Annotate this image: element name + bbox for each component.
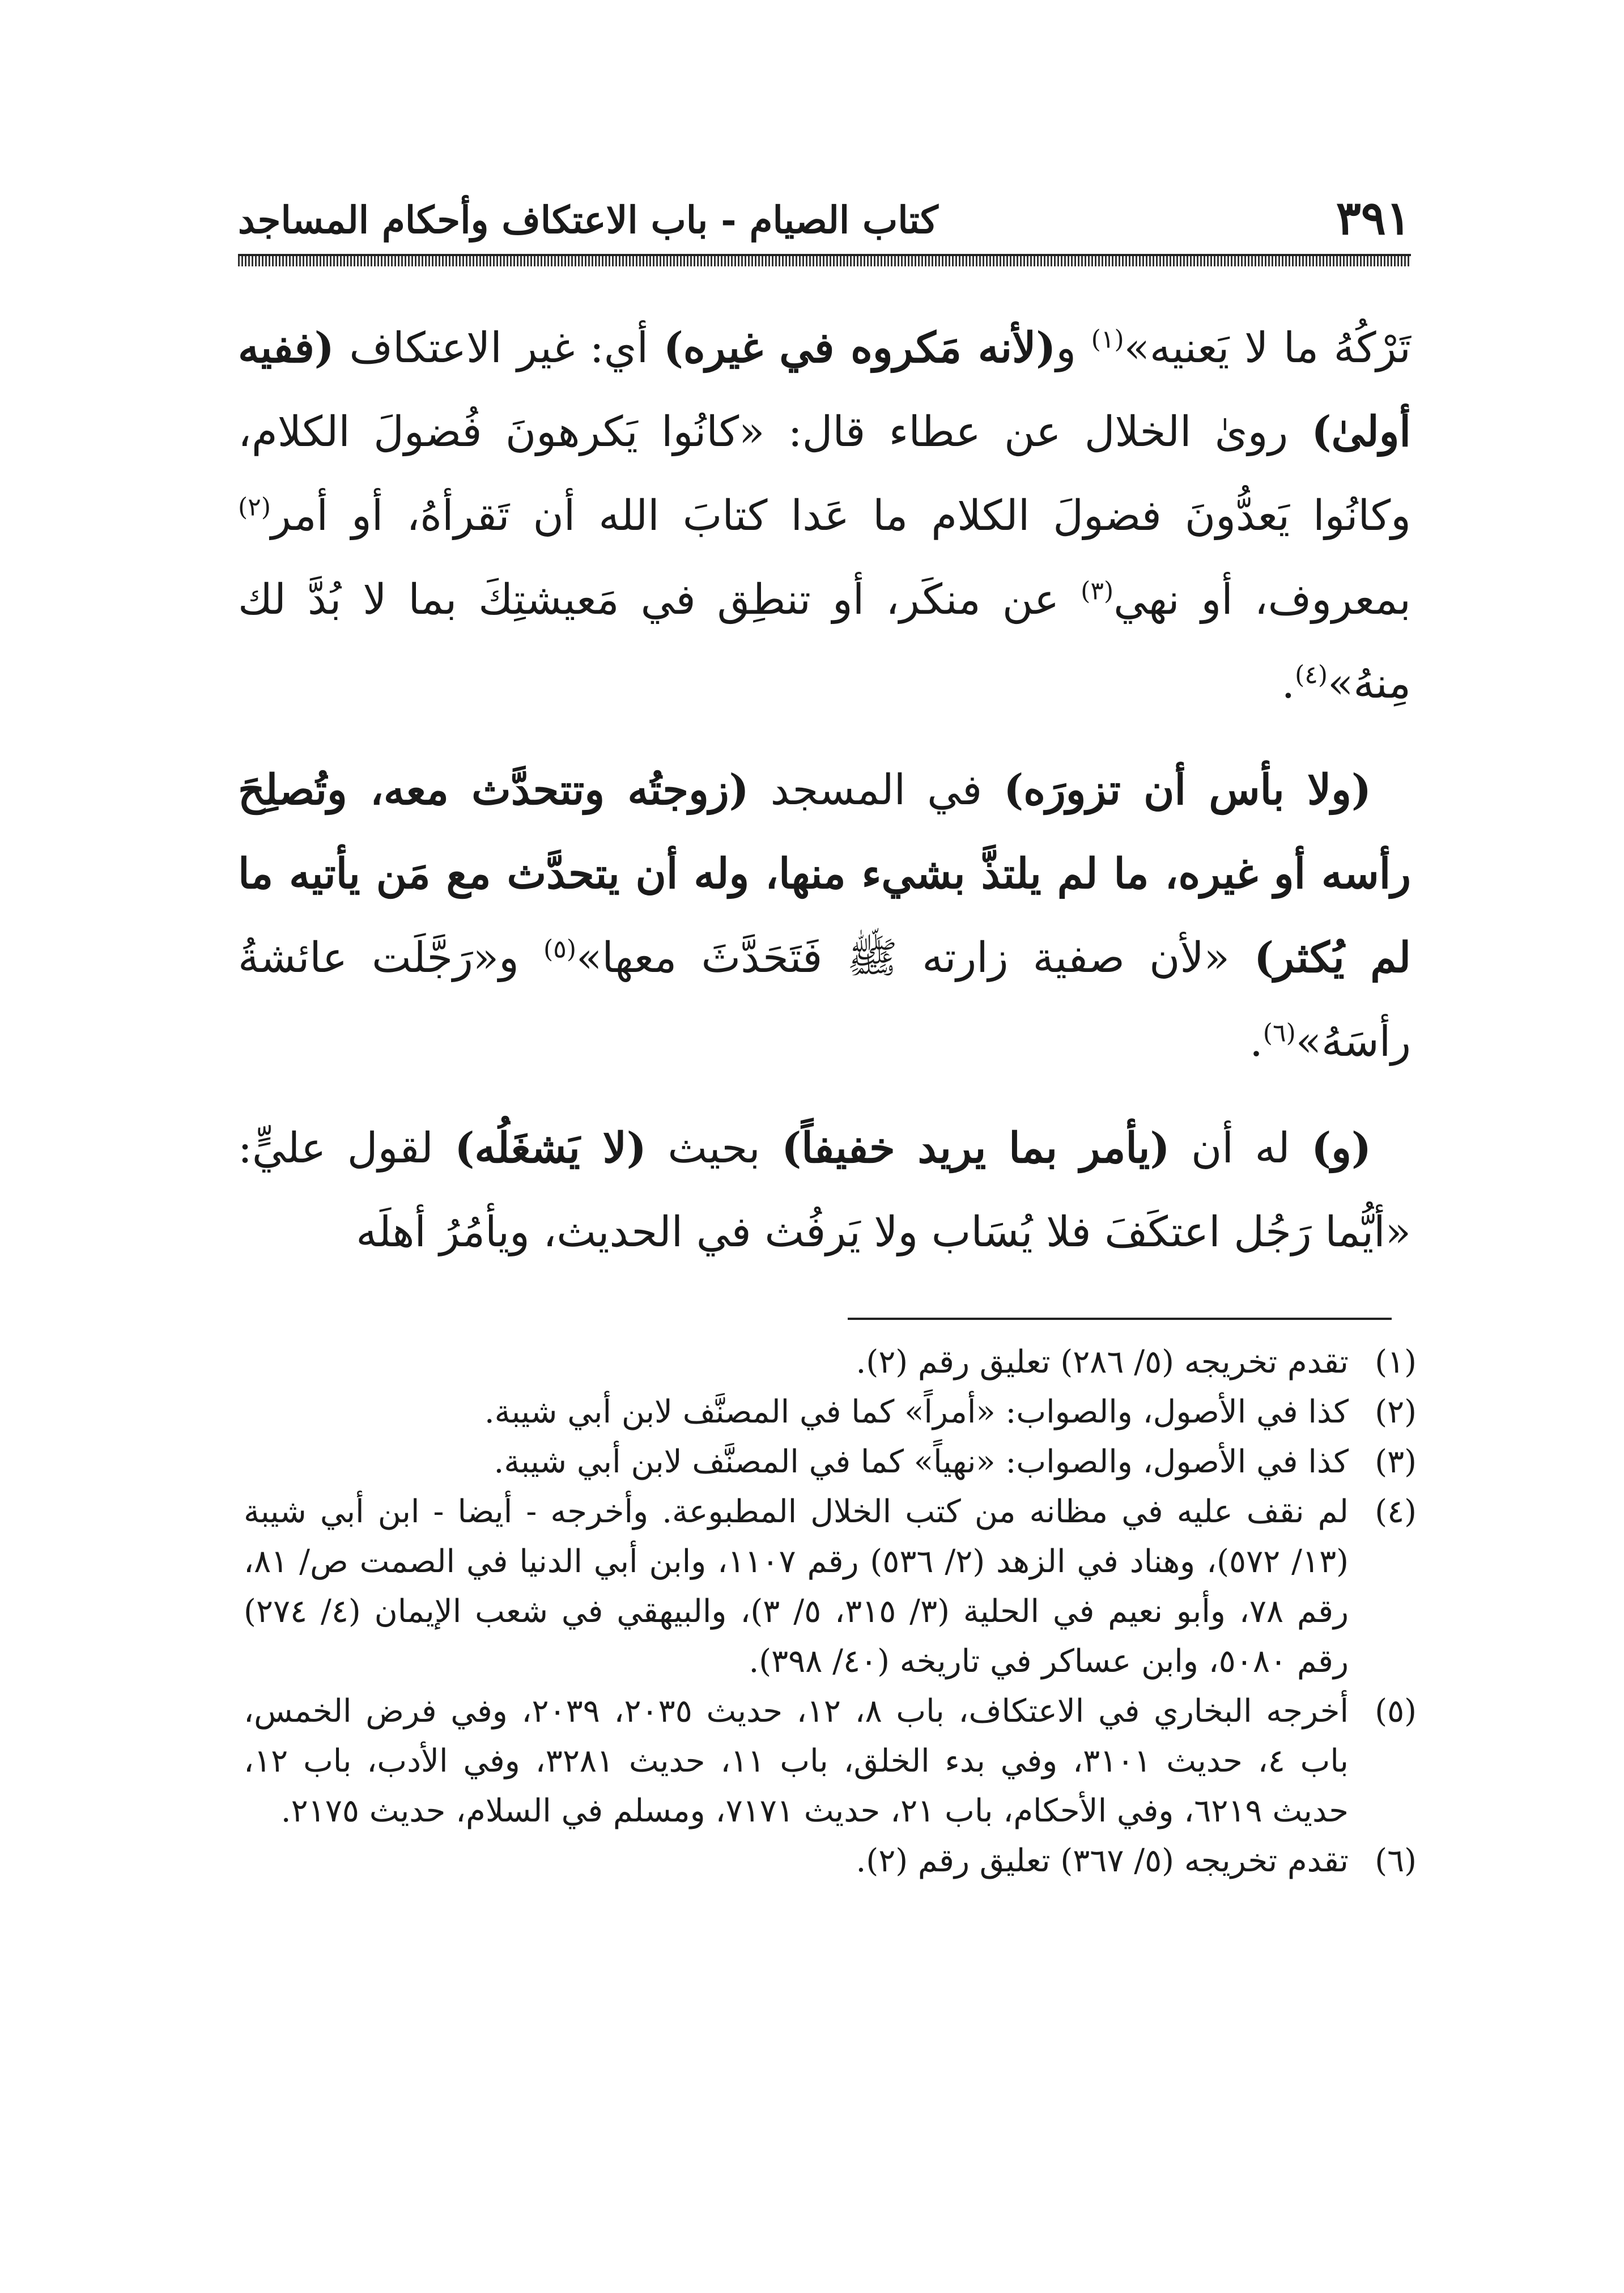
text-run: تَرْكُهُ ما لا يَعنيه» xyxy=(1124,324,1411,372)
footnote-text: كذا في الأصول، والصواب: «أمراً» كما في المصنَّف لابن أبي شيبة. xyxy=(484,1394,1349,1430)
footnote-separator xyxy=(848,1318,1392,1320)
text-run: له أن xyxy=(1170,1124,1312,1173)
page-header xyxy=(238,187,1411,255)
matn-text: (لا يَشغَلُه) xyxy=(454,1124,647,1173)
footnote-ref: (٣) xyxy=(1081,576,1114,606)
running-title: كتاب الصيام - باب الاعتكاف وأحكام المساجد xyxy=(238,198,938,242)
text-run: «لأن صفية زارته ﷺ فَتَحَدَّثَ معها» xyxy=(576,933,1255,982)
footnote-item xyxy=(244,1487,1417,1687)
text-run: عن منكَر، أو تنطِق في مَعيشتِكَ بما لا بُدَّ لك مِنهُ» xyxy=(238,575,1411,708)
matn-text: (يأمر بما يريد خفيفاً) xyxy=(781,1124,1170,1173)
footnote-item xyxy=(244,1387,1417,1437)
matn-text: (و) xyxy=(1311,1124,1371,1173)
footnote-item xyxy=(244,1337,1417,1387)
paragraph-1 xyxy=(238,306,1411,725)
footnote-number: (٦) xyxy=(1375,1842,1417,1879)
footnotes xyxy=(244,1337,1417,1886)
text-run: و«رَجَّلَت عائشةُ رأسَهُ» xyxy=(238,933,1411,1066)
text-run: روىٰ الخلال عن عطاء قال: «كانُوا يَكرهونَ فُضولَ الكلام، وكانُوا يَعدُّونَ فضولَ الكلام ما عَدا كتابَ الله أن تَقرأهُ، أو أمر xyxy=(238,407,1411,540)
footnote-item xyxy=(244,1437,1417,1487)
header-rule xyxy=(238,254,1411,266)
footnote-ref: (٢) xyxy=(238,492,271,522)
footnote-item xyxy=(244,1687,1417,1836)
text-run: بحيث xyxy=(646,1124,782,1173)
page-number: ٣٩١ xyxy=(1336,191,1411,245)
matn-text: (ففيه أولىٰ) xyxy=(238,324,1411,456)
text-run: . xyxy=(1281,659,1295,708)
footnote-text: تقدم تخريجه (٥/ ٣٦٧) تعليق رقم (٢). xyxy=(856,1842,1349,1879)
text-run: لقول عليٍّ: «أيُّما رَجُل اعتكَفَ فلا يُسَاب ولا يَرفُث في الحديث، ويأمُرُ أهلَه xyxy=(238,1124,1411,1256)
footnote-number: (٥) xyxy=(1375,1693,1417,1730)
footnote-text: لم نقف عليه في مظانه من كتب الخلال المطبوعة. وأخرجه - أيضا - ابن أبي شيبة (١٣/ ٥٧٢)، وهناد في الزهد (٢/ ٥٣٦) رقم ١١٠٧، وابن أبي الدنيا في الصمت ص/ ٨١، رقم ٧٨، وأبو نعيم في الحلية (٣/ ٣١٥، ٥/ ٣)، والبيهقي في شعب الإيمان (٤/ ٢٧٤) رقم ٥٠٨٠، وابن عساكر في تاريخه (٤٠/ ٣٩٨). xyxy=(244,1493,1349,1680)
footnote-number: (٣) xyxy=(1375,1443,1417,1480)
paragraph-3 xyxy=(238,1106,1411,1274)
footnote-number: (٢) xyxy=(1375,1394,1417,1430)
footnote-text: أخرجه البخاري في الاعتكاف، باب ٨، ١٢، حديث ٢٠٣٥، ٢٠٣٩، وفي فرض الخمس، باب ٤، حديث ٣١٠١، وفي بدء الخلق، باب ١١، حديث ٣٢٨١، وفي الأدب، باب ١٢، حديث ٦٢١٩، وفي الأحكام، باب ٢١، حديث ٧١٧١، ومسلم في السلام، حديث ٢١٧٥. xyxy=(244,1693,1349,1829)
matn-text: (لأنه مَكروه في غيره) xyxy=(663,324,1056,372)
footnote-ref: (١) xyxy=(1091,325,1124,354)
footnote-item xyxy=(244,1836,1417,1886)
footnote-text: تقدم تخريجه (٥/ ٢٨٦) تعليق رقم (٢). xyxy=(856,1344,1349,1381)
text-run: . xyxy=(1249,1017,1263,1066)
text-run: و xyxy=(1056,324,1091,372)
footnote-ref: (٥) xyxy=(543,935,576,964)
footnote-number: (١) xyxy=(1375,1344,1417,1381)
matn-text: (ولا بأس أن تزورَه) xyxy=(1004,766,1372,814)
paragraph-2 xyxy=(238,748,1411,1084)
text-run: أي: غير الاعتكاف xyxy=(334,324,664,372)
footnote-text: كذا في الأصول، والصواب: «نهياً» كما في المصنَّف لابن أبي شيبة. xyxy=(494,1443,1349,1480)
footnote-number: (٤) xyxy=(1375,1493,1417,1530)
main-text xyxy=(238,306,1411,1297)
footnote-ref: (٤) xyxy=(1295,660,1328,690)
text-run: في المسجد xyxy=(749,766,1004,814)
matn-text: (زوجتُه وتتحدَّث معه، وتُصلِحَ رأسه أو غيره، ما لم يلتذَّ بشيء منها، وله أن يتحدَّث مع مَن يأتيه ما لم يُكثر) xyxy=(238,766,1411,982)
footnote-ref: (٦) xyxy=(1262,1018,1296,1048)
text-run: بمعروف، أو نهي xyxy=(1113,575,1411,624)
